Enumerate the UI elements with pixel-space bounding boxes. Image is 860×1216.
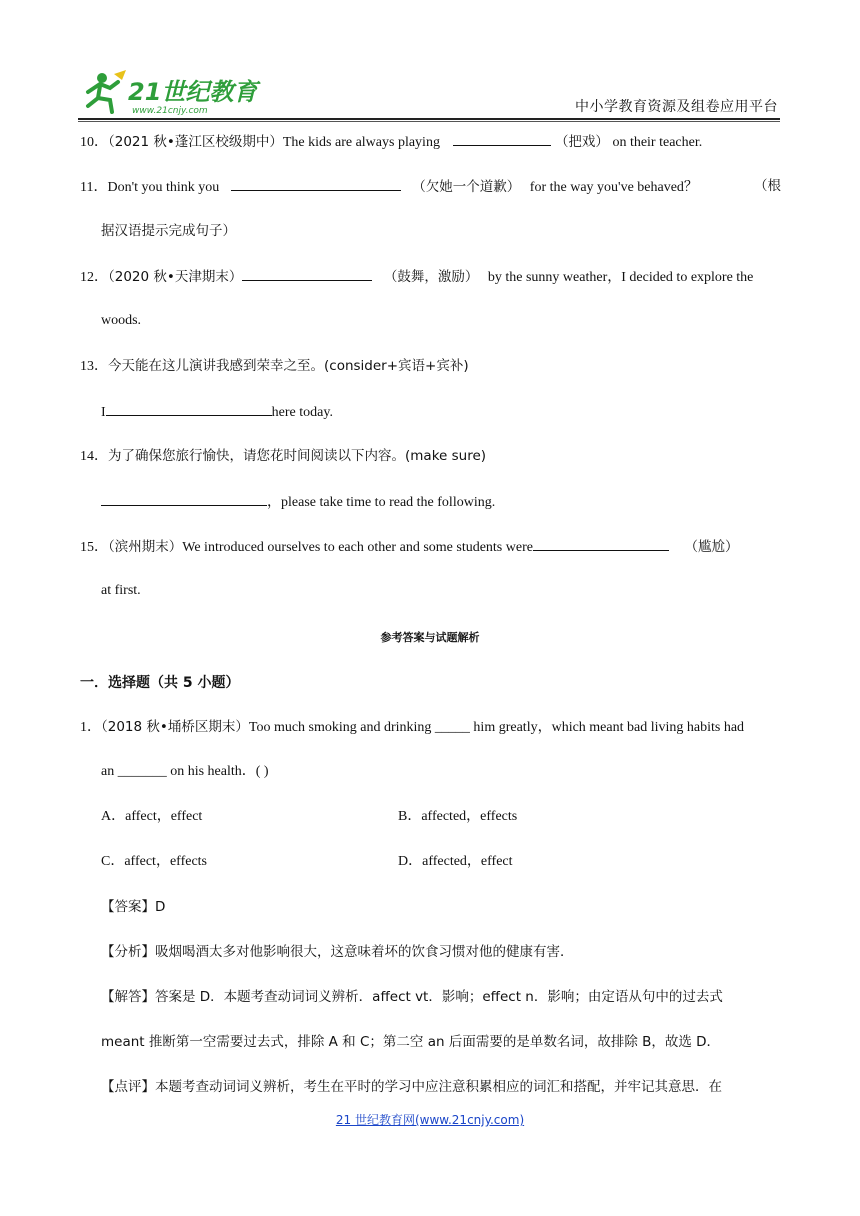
question-12 xyxy=(80,266,753,288)
question-hint: （把戏） xyxy=(554,134,609,150)
question-text: Don't you think you xyxy=(107,180,220,195)
answer-blank[interactable] xyxy=(231,176,401,191)
option-c[interactable]: C．affect，effects xyxy=(101,854,207,869)
question-text: at first. xyxy=(101,583,141,598)
question-13 xyxy=(80,356,469,377)
answer-blank[interactable] xyxy=(533,536,669,551)
logo-text: 21世纪教育 xyxy=(128,78,258,106)
question-10 xyxy=(80,131,702,153)
question-text: for the way you've behaved？ xyxy=(529,180,698,195)
question-number: 14． xyxy=(80,449,108,464)
question-11 xyxy=(80,176,698,198)
question-text: an _______ on his health．( ) xyxy=(101,764,269,779)
question-note: 据汉语提示完成句子） xyxy=(101,223,236,239)
header-rule xyxy=(78,118,780,120)
question-number: 12． xyxy=(80,270,108,285)
question-number: 1． xyxy=(80,720,101,735)
answer-blank[interactable] xyxy=(106,401,272,416)
answer-suffix: here today. xyxy=(271,405,333,420)
question-hint: （尴尬） xyxy=(684,539,739,555)
answer-line xyxy=(101,491,495,513)
question-number: 10． xyxy=(80,135,108,150)
question-text: 为了确保您旅行愉快，请您花时间阅读以下内容。(make sure) xyxy=(108,448,487,464)
answer-prefix: I xyxy=(101,405,106,420)
answer-line xyxy=(101,401,333,423)
question-text: Too much smoking and drinking _____ him greatly，which meant bad living habits had xyxy=(248,720,745,735)
runner-icon xyxy=(88,70,126,112)
platform-name: 中小学教育资源及组卷应用平台 xyxy=(575,99,778,115)
logo xyxy=(80,68,270,116)
option-a[interactable]: A．affect，effect xyxy=(101,809,203,824)
answers-title: 参考答案与试题解析 xyxy=(380,631,480,644)
question-text: woods. xyxy=(101,313,142,328)
answer-suffix: ，please take time to read the following. xyxy=(267,495,496,510)
question-text: We introduced ourselves to each other and some students were xyxy=(182,540,533,555)
header-rule-thin xyxy=(78,121,780,122)
question-hint: （欠她一个道歉） xyxy=(412,179,521,195)
answer-blank[interactable] xyxy=(242,266,372,281)
solution-text: meant 推断第一空需要过去式，排除 A 和 C；第二空 an 后面需要的是单数名词，故排除 B，故选 D． xyxy=(101,1034,721,1050)
comment-text: 【点评】本题考查动词词义辨析，考生在平时的学习中应注意积累相应的词汇和搭配，并牢记其意思．在 xyxy=(101,1079,722,1095)
question-number: 15． xyxy=(80,540,108,555)
question-text: 今天能在这儿演讲我感到荣幸之至。(consider+宾语+宾补) xyxy=(108,358,469,374)
analysis-text: 【分析】吸烟喝酒太多对他影响很大，这意味着坏的饮食习惯对他的健康有害． xyxy=(101,944,574,960)
part-title: 一．选择题（共 5 小题） xyxy=(80,675,240,691)
question-15 xyxy=(80,536,738,558)
question-text: The kids are always playing xyxy=(282,135,440,150)
solution-text: 【解答】答案是 D．本题考查动词词义辨析．affect vt．影响；effect n．影响；由定语从句中的过去式 xyxy=(101,989,723,1005)
answer-blank[interactable] xyxy=(453,131,551,146)
question-text: on their teacher. xyxy=(612,135,703,150)
answer-blank[interactable] xyxy=(101,491,267,506)
question-number: 13． xyxy=(80,359,108,374)
answer-key: 【答案】D xyxy=(101,899,166,915)
question-hint: （鼓舞，激励） xyxy=(383,269,479,285)
answer-question-1 xyxy=(80,717,744,738)
question-source: （滨州期末） xyxy=(108,539,183,555)
question-source: （2018 秋•埇桥区期末） xyxy=(101,719,249,735)
page-header xyxy=(78,62,780,118)
question-text: by the sunny weather，I decided to explore the xyxy=(487,270,754,285)
option-b[interactable]: B．affected，effects xyxy=(398,809,518,824)
logo-url: www.21cnjy.com xyxy=(132,106,208,116)
option-d[interactable]: D．affected，effect xyxy=(398,854,513,869)
question-number: 11． xyxy=(80,180,108,195)
question-source: （2020 秋•天津期末） xyxy=(108,269,243,285)
question-14 xyxy=(80,446,486,467)
footer-link[interactable]: 21 世纪教育网(www.21cnjy.com) xyxy=(335,1113,525,1127)
question-source: （2021 秋•蓬江区校级期中） xyxy=(108,134,283,150)
question-note: （根 xyxy=(754,178,781,194)
